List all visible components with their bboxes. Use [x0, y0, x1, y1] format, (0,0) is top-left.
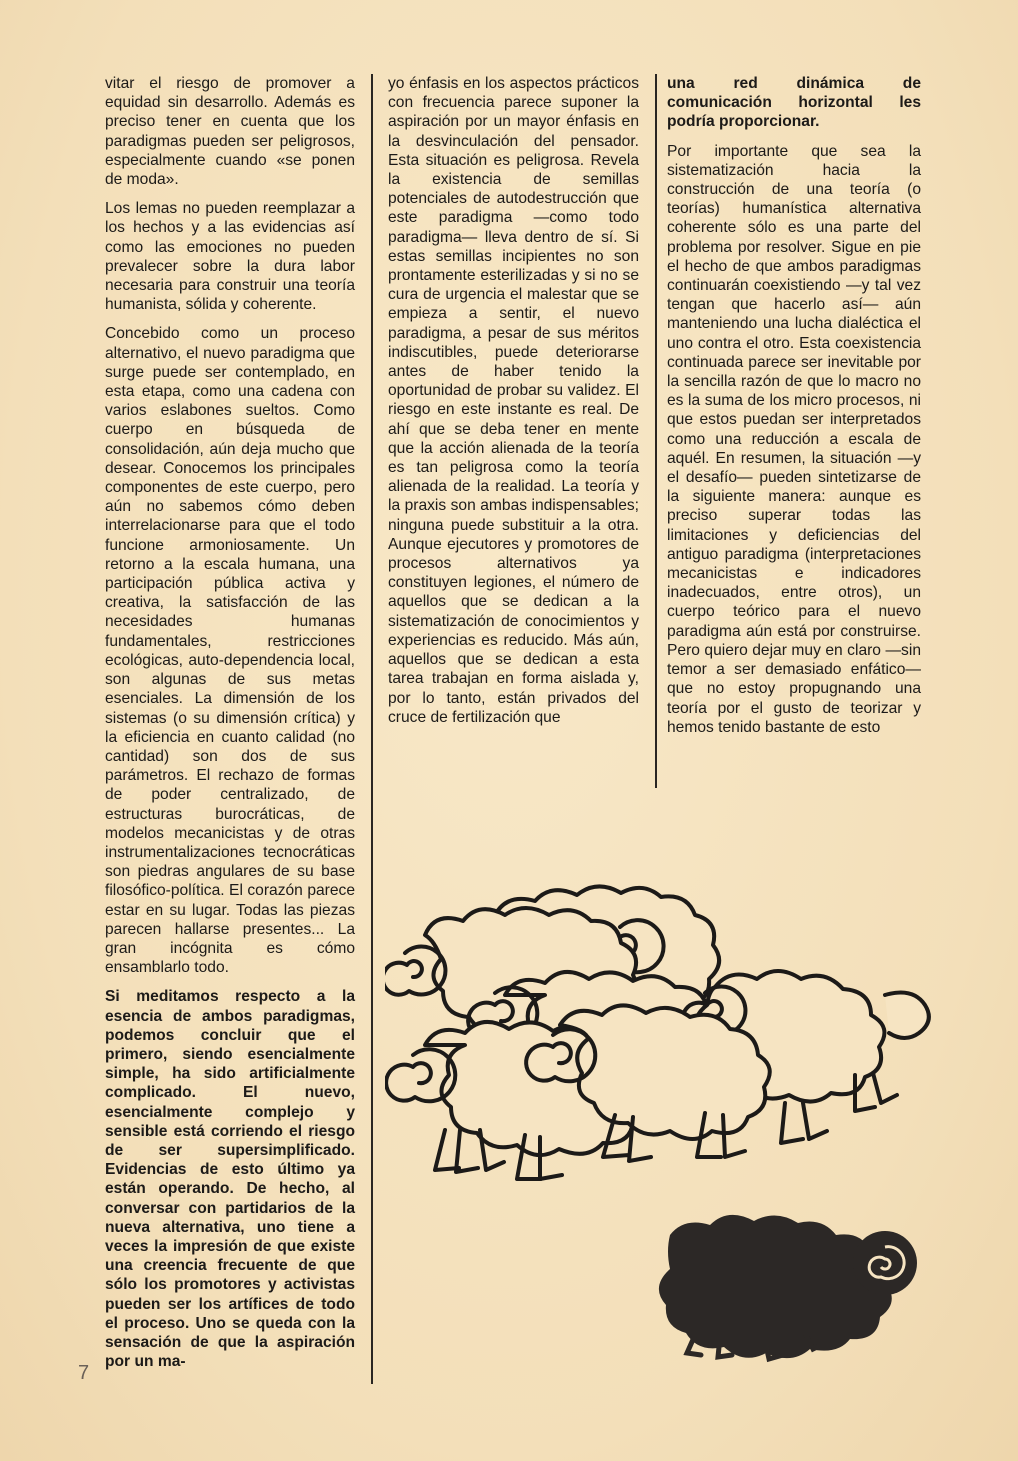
paragraph: Por importante que sea la sistematización hacia la construcción de una teoría (o teorías) humanística alternativa coherente sólo es una parte del problema por resolver. Sigue en pie el hecho de que ambos paradigmas continuarán coexistiendo —y tal vez tengan que hacerlo así— aún manteniendo una lucha dialéctica el uno contra el otro. Esta coexistencia continuada parece ser inevitable por la sencilla razón de que lo macro no es la suma de los micro procesos, ni que estos puedan ser interpretados como una reducción a escala de aquél. En resumen, la situación —y el desafío— pueden sintetizarse de la siguiente manera: aunque es preciso superar todas las limitaciones y deficiencias del antiguo paradigma (interpretaciones mecanicistas e indicadores inadecuados, entre otros), un cuerpo teórico para el nuevo paradigma aún está por construirse. Pero quiero dejar muy en claro —sin temor a ser demasiado enfático— que no estoy propugnando una teoría por el gusto de teorizar y hemos tenido bastante de esto: [667, 142, 921, 736]
text-column-2: [388, 74, 639, 737]
sheep-illustration: [385, 875, 940, 1400]
paragraph: Los lemas no pueden reemplazar a los hechos y a las evidencias así como las emociones no pueden prevalecer sobre la dura labor necesaria para construir una teoría humanista, sólida y coherente.: [105, 200, 355, 314]
column-divider: [655, 74, 657, 788]
sheep-legs: [781, 1103, 827, 1143]
paragraph: yo énfasis en los aspectos prácticos con frecuencia parece suponer la aspiración por un mayor énfasis en la desvinculación del pensador. Esta situación es peligrosa. Revela la existencia de semillas potenciales de autodestrucción que este paradigma —como todo paradigma— lleva dentro de sí. Si estas semillas incipientes no son prontamente esterilizadas y si no se cura de urgencia el malestar que se empieza a sentir, el nuevo paradigma, a pesar de sus méritos indiscutibles, puede deteriorarse antes de haber tenido la oportunidad de probar su validez. El riesgo en este instante es real. De ahí que se deba tener en mente que la acción alienada de la teoría es tan peligrosa como la teoría alienada de la realidad. La teoría y la praxis son ambas indispensables; ninguna puede substituir a la otra. Aunque ejecutores y promotores de procesos alternativos ya constituyen legiones, el número de aquellos que se dedican a la sistematización de conocimientos y experiencias es reducido. Más aún, aquellos que se dedican a esta tarea trabajan en forma aislada y, por lo tanto, están privados del cruce de fertilización que: [388, 75, 639, 726]
text-column-1: [105, 74, 355, 1381]
text-column-3: [667, 74, 921, 747]
sheep-head: [885, 993, 929, 1038]
black-sheep: [659, 1215, 917, 1359]
page-number: 7: [78, 1362, 90, 1384]
paragraph: Concebido como un proceso alternativo, el nuevo paradigma que surge puede ser contemplado, en esta etapa, como una cadena con varios eslabones sueltos. Como cuerpo en búsqueda de consolidación, aún deja mucho que desear. Conocemos los principales componentes de este cuerpo, pero aún no sabemos cómo deben interrelacionarse para que el todo funcione armoniosamente. Un retorno a la escala humana, una participación pública activa y creativa, la satisfacción de las necesidades humanas fundamentales, restricciones ecológicas, auto-dependencia local, son algunas de sus metas esenciales. La dimensión de los sistemas (o su dimensión crítica) y la eficiencia en cuanto calidad (no cantidad) son dos de sus parámetros. El rechazo de formas de poder centralizado, de estructuras burocráticas, de modelos mecanicistas y de otras instrumentalizaciones tecnocráticas son piedras angulares de su base filosófico-política. El corazón parece estar en su lugar. Todas las piezas parecen hallarse presentes... La gran incógnita es cómo ensamblarlo todo.: [105, 325, 355, 977]
paragraph: una red dinámica de comunicación horizontal les podría proporcionar.: [667, 75, 921, 131]
paragraph: vitar el riesgo de promover a equidad sin desarrollo. Además es preciso tener en cuenta que los paradigmas pueden ser peligrosos, especialmente cuando «se ponen de moda».: [105, 75, 355, 189]
column-divider: [371, 74, 373, 1384]
paragraph: Si meditamos respecto a la esencia de ambos paradigmas, podemos concluir que el primero, siendo esencialmente simple, ha sido artificialmente complicado. El nuevo, esencialmente complejo y sensible está corriendo el riesgo de ser supersimplificado. Evidencias de esto último ya están operando. De hecho, al conversar con partidarios de la nueva alternativa, uno tiene a veces la impresión de que existe una creencia frecuente de que sólo los promotores y activistas pueden ser los artífices de todo el proceso. Uno se queda con la sensación de que la aspiración por un ma-: [105, 988, 355, 1371]
